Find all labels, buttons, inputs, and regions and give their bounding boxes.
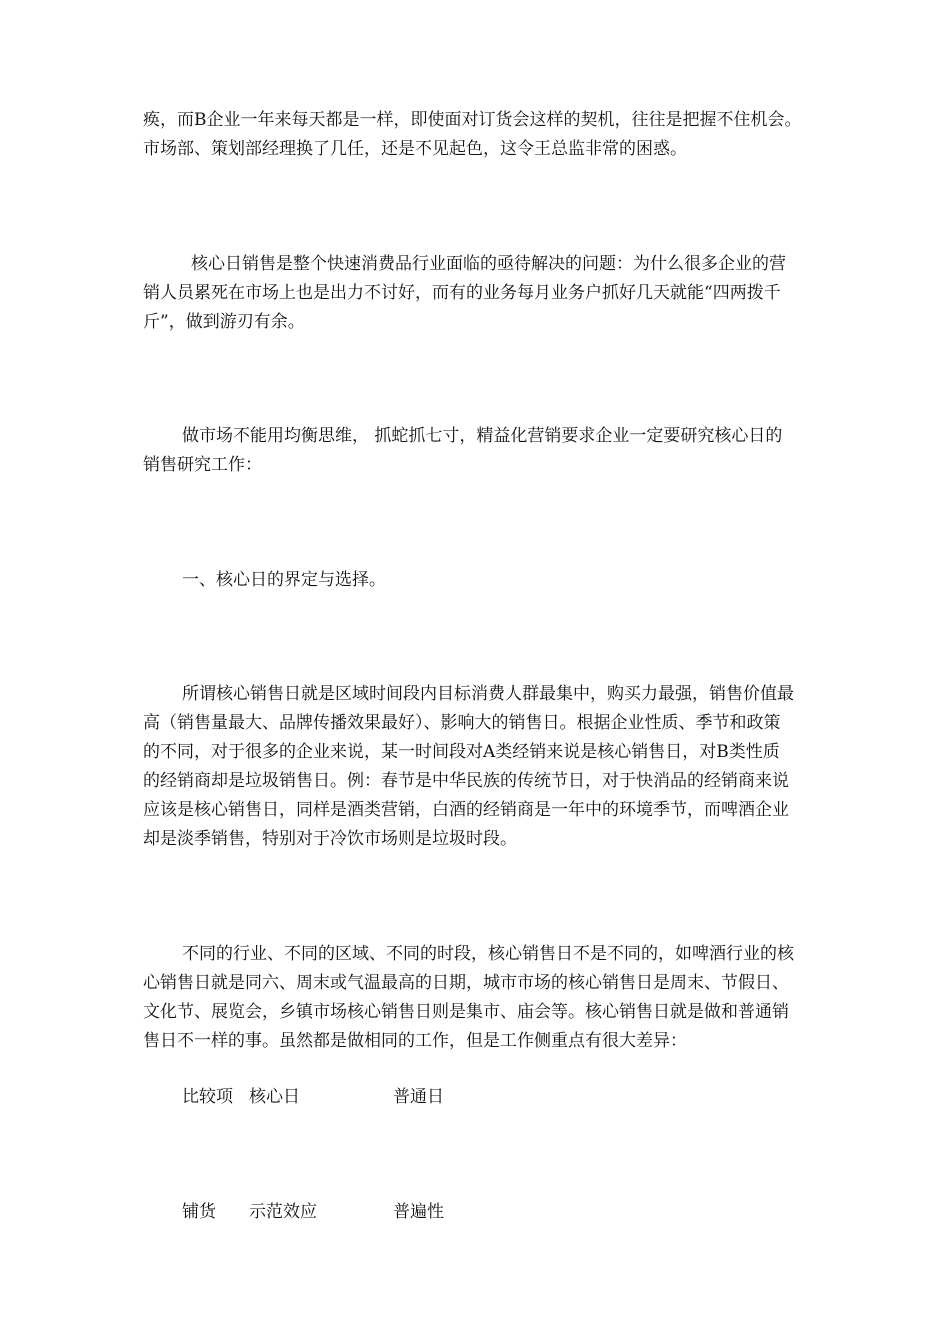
paragraph-line: 市场部、策划部经理换了几任，还是不见起色，这令王总监非常的困惑。 bbox=[143, 139, 687, 159]
header-cell: 比较项 bbox=[182, 1087, 233, 1107]
table-cell: 示范效应 bbox=[249, 1202, 317, 1222]
header-cell: 核心日 bbox=[249, 1087, 300, 1107]
paragraph-2 bbox=[143, 250, 883, 337]
paragraph-line: 斤”，做到游刃有余。 bbox=[143, 312, 305, 332]
section-heading bbox=[143, 566, 883, 595]
paragraph-line: 所谓核心销售日就是区域时间段内目标消费人群最集中，购买力最强，销售价值最 bbox=[182, 684, 794, 704]
paragraph-5 bbox=[143, 680, 883, 854]
paragraph-line: 高（销售量最大、品牌传播效果最好）、影响大的销售日。根据企业性质、季节和政策 bbox=[143, 713, 781, 733]
paragraph-line: 核心日销售是整个快速消费品行业面临的亟待解决的问题：为什么很多企业的营 bbox=[191, 254, 786, 274]
paragraph-1 bbox=[143, 106, 883, 164]
paragraph-line: 应该是核心销售日，同样是酒类营销，白酒的经销商是一年中的环境季节，而啤酒企业 bbox=[143, 800, 789, 820]
header-cell: 普通日 bbox=[393, 1087, 444, 1107]
paragraph-line: 的不同，对于很多的企业来说，某一时间段对A类经销来说是核心销售日，对B类性质 bbox=[143, 742, 780, 762]
paragraph-line: 不同的行业、不同的区域、不同的时段，核心销售日不是不同的，如啤酒行业的核 bbox=[182, 944, 794, 964]
paragraph-line: 文化节、展览会，乡镇市场核心销售日则是集市、庙会等。核心销售日就是做和普通销 bbox=[143, 1002, 789, 1022]
paragraph-line: 销售研究工作： bbox=[143, 455, 262, 475]
table-cell: 铺货 bbox=[182, 1202, 216, 1222]
paragraph-line: 的经销商却是垃圾销售日。例：春节是中华民族的传统节日，对于快消品的经销商来说 bbox=[143, 771, 789, 791]
paragraph-line: 售日不一样的事。虽然都是做相同的工作，但是工作侧重点有很大差异： bbox=[143, 1031, 687, 1051]
paragraph-line: 却是淡季销售，特别对于冷饮市场则是垃圾时段。 bbox=[143, 829, 517, 849]
paragraph-line: 心销售日就是同六、周末或气温最高的日期，城市市场的核心销售日是周末、节假日、 bbox=[143, 973, 789, 993]
paragraph-line: 做市场不能用均衡思维， 抓蛇抓七寸，精益化营销要求企业一定要研究核心日的 bbox=[182, 426, 783, 446]
paragraph-line: 痪，而B企业一年来每天都是一样，即使面对订货会这样的契机，往往是把握不住机会。 bbox=[143, 110, 802, 130]
paragraph-line: 销人员累死在市场上也是出力不讨好，而有的业务每月业务户抓好几天就能“四两拨千 bbox=[143, 283, 781, 303]
paragraph-6 bbox=[143, 940, 883, 1056]
heading-text: 一、核心日的界定与选择。 bbox=[182, 570, 386, 590]
paragraph-3 bbox=[143, 422, 883, 480]
table-cell: 普遍性 bbox=[393, 1202, 444, 1222]
